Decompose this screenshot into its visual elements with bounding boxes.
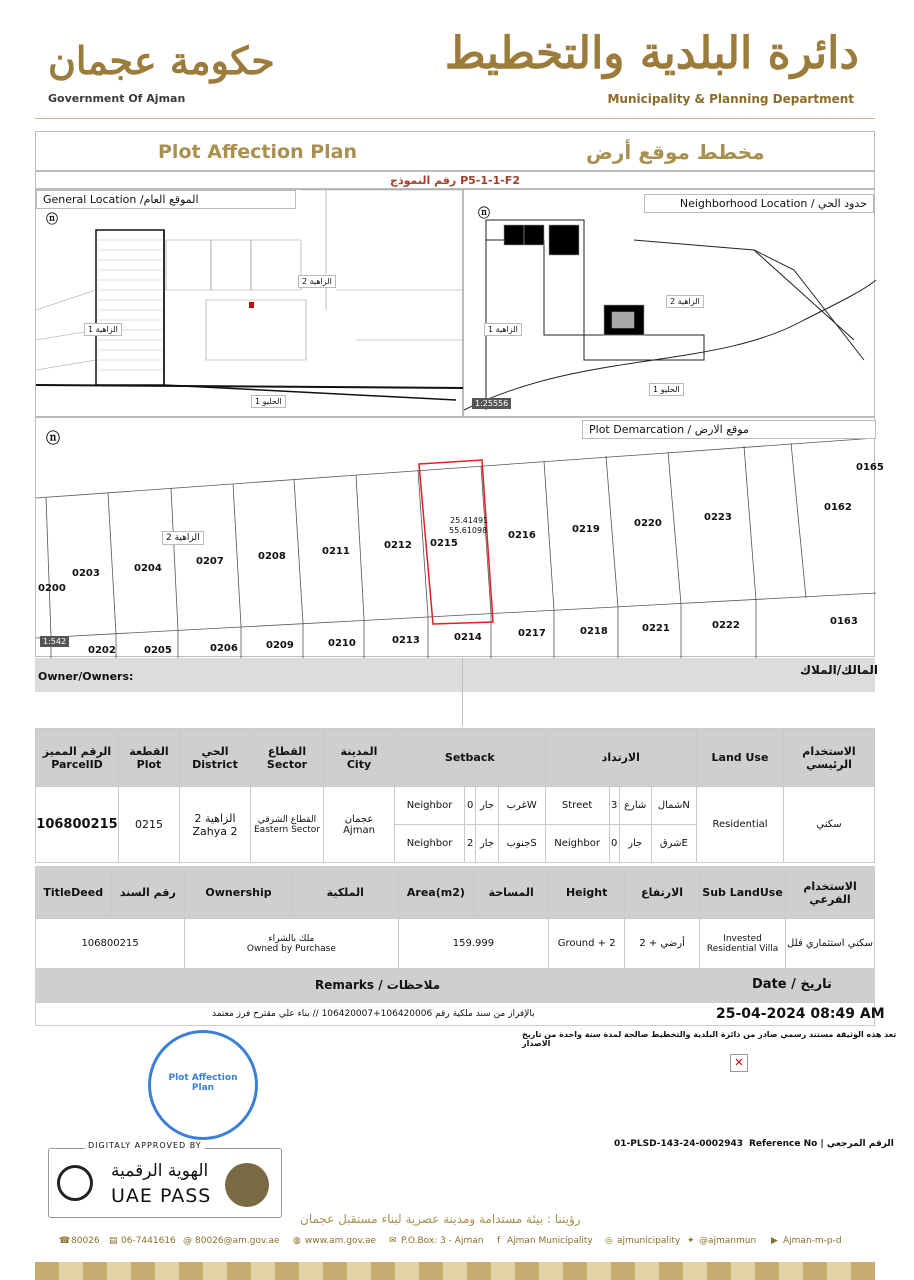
plot-number-0205: 0205 — [144, 645, 172, 656]
setback-w-ar: جار — [476, 787, 499, 825]
plot-number-0207: 0207 — [196, 556, 224, 567]
plot-number-0216: 0216 — [508, 530, 536, 541]
plot-number-0212: 0212 — [384, 540, 412, 551]
web-icon: ◍ — [293, 1236, 301, 1246]
footer-facebook[interactable]: Ajman Municipality — [507, 1236, 593, 1246]
vision-text: رؤيتنا : بيئة مستدامة ومدينة عصرية لبناء مستقبل عجمان — [300, 1212, 581, 1226]
landuse-ar: سكني — [784, 787, 875, 863]
setback-n-ar: شارع — [619, 787, 651, 825]
setback-n-val: 3 — [609, 787, 619, 825]
municipality-stamp — [148, 1030, 258, 1140]
neighborhood-map — [463, 189, 875, 417]
form-number: رقم النموذج P5-1-1-F2 — [35, 171, 875, 189]
government-name: Government Of Ajman — [48, 92, 186, 105]
area-label-zahya2: الزاهية 2 — [298, 275, 336, 288]
title-en: Plot Affection Plan — [158, 141, 358, 163]
owner-label-en: Owner/Owners: — [38, 670, 134, 683]
footer-phone: 06-7441616 — [121, 1236, 176, 1246]
owner-bar — [35, 658, 875, 692]
district-ar: الزاهية 2 — [194, 811, 236, 825]
hdr-plot-en: Plot — [136, 757, 162, 771]
hdr-ownership-ar: الملكية — [292, 867, 398, 919]
area-label-zahya2: الزاهية 2 — [666, 295, 704, 308]
city-en: Ajman — [343, 824, 375, 836]
hdr-height-ar: الارتفاع — [625, 867, 700, 919]
broken-image-icon: ✕ — [730, 1054, 748, 1072]
phone-icon: ☎ — [59, 1236, 71, 1246]
hdr-sector-ar: القطاع — [267, 744, 307, 758]
height-en: Ground + 2 — [549, 919, 625, 969]
reference-label: Reference No | الرقم المرجعي — [749, 1139, 894, 1149]
footer-toll-free: 80026 — [71, 1236, 100, 1246]
coord-lon: 55.61098 — [449, 526, 488, 535]
plot-number-0222: 0222 — [712, 620, 740, 631]
hdr-titledeed-en: TitleDeed — [36, 867, 112, 919]
area-label-helio1: الحليو 1 — [649, 383, 684, 396]
setback-n-dir: شمالN — [651, 787, 696, 825]
setback-e-type: Neighbor — [545, 825, 609, 863]
date-label: Date / تاريخ — [752, 977, 832, 992]
landuse-en: Residential — [697, 787, 784, 863]
plot-number-0210: 0210 — [328, 638, 356, 649]
plot-number: 0215 — [119, 787, 180, 863]
area-label-zahya1: الزاهية 1 — [484, 323, 522, 336]
reference-value: 01-PLSD-143-24-0002943 — [614, 1139, 744, 1149]
plot-number-0163: 0163 — [830, 616, 858, 627]
owner-divider — [462, 658, 463, 726]
hdr-landuse-en: Land Use — [697, 729, 784, 787]
hdr-city-en: City — [346, 757, 372, 771]
facebook-icon: f — [497, 1236, 501, 1246]
area-label-zahya2: الزاهية 2 — [162, 531, 204, 545]
youtube-icon: ▶ — [771, 1236, 778, 1246]
plot-demarcation-map — [35, 417, 884, 657]
stamp-text: Plot Affection Plan — [168, 1073, 238, 1093]
header-divider — [35, 118, 875, 119]
plot-number-0203: 0203 — [72, 568, 100, 579]
plot-number-0162: 0162 — [824, 502, 852, 513]
plot-number-0223: 0223 — [704, 512, 732, 523]
general-map-svg — [36, 190, 464, 418]
sector-en: Eastern Sector — [254, 824, 320, 835]
decorative-pattern — [35, 1262, 875, 1280]
north-arrow-icon: ⓝ — [46, 212, 59, 226]
hdr-ownership-en: Ownership — [185, 867, 293, 919]
hdr-area-ar: المساحة — [474, 867, 549, 919]
remarks-label: Remarks / ملاحظات — [315, 978, 441, 992]
area-label-helio1: الحليو 1 — [251, 395, 286, 408]
sub-landuse-ar: سكني استثماري فلل — [786, 919, 875, 969]
demarcation-label: Plot Demarcation / موقع الارض — [582, 420, 876, 439]
remarks-text: بالإفراز من سند ملكية رقم 106420006+106420007 // بناء علي مقترح فرز معتمد — [212, 1009, 535, 1019]
footer-email[interactable]: 80026@am.gov.ae — [195, 1236, 280, 1246]
setback-s-val: 2 — [465, 825, 476, 863]
general-map-label: General Location /الموقع العام — [36, 190, 296, 209]
title-ar: مخطط موقع أرض — [586, 140, 765, 164]
map-scale: 1:25556 — [472, 398, 511, 409]
parcel-id: 106800215 — [36, 787, 119, 863]
map-scale: 1:542 — [40, 636, 69, 647]
hdr-sub-ar: الاستخدام الفرعي — [786, 867, 875, 919]
ownership-ar: ملك بالشراء — [268, 933, 315, 944]
deed-table — [35, 866, 875, 969]
uae-pass-badge — [48, 1141, 282, 1218]
hdr-titledeed-ar: رقم السند — [111, 867, 185, 919]
hdr-parcel-en: ParcelID — [51, 757, 103, 771]
ownership-en: Owned by Purchase — [246, 943, 336, 954]
municipality-name: Municipality & Planning Department — [607, 92, 854, 106]
footer-website[interactable]: www.am.gov.ae — [305, 1236, 377, 1246]
instagram-icon: ◎ — [605, 1236, 613, 1246]
parcel-table — [35, 728, 875, 863]
plot-number-0209: 0209 — [266, 640, 294, 651]
titledeed-value: 106800215 — [36, 919, 185, 969]
height-ar: أرضي + 2 — [625, 919, 700, 969]
footer-youtube[interactable]: Ajman-m-p-d — [783, 1236, 842, 1246]
north-arrow-icon: ⓝ — [478, 206, 491, 220]
contact-footer — [35, 1236, 875, 1256]
footer-instagram[interactable]: ajmunicipality — [617, 1236, 681, 1246]
remarks-bar — [35, 968, 875, 1002]
plot-number-0217: 0217 — [518, 628, 546, 639]
general-location-map — [35, 189, 463, 417]
hdr-height-en: Height — [549, 867, 625, 919]
plot-number-0206: 0206 — [210, 643, 238, 654]
emblem-icon — [225, 1163, 269, 1207]
hdr-setback: Setback — [395, 729, 546, 787]
date-value: 25-04-2024 08:49 AM — [716, 1006, 885, 1022]
hdr-city-ar: المدينة — [340, 744, 378, 758]
plot-number-0204: 0204 — [134, 563, 162, 574]
setback-e-dir: شرقE — [651, 825, 696, 863]
hdr-landuse-ar: الاستخدام الرئيسي — [784, 729, 875, 787]
owner-label-ar: المالك/الملاك — [800, 663, 879, 677]
area-value: 159.999 — [398, 919, 549, 969]
plot-number-0213: 0213 — [392, 635, 420, 646]
setback-w-val: 0 — [465, 787, 476, 825]
setback-e-ar: جار — [619, 825, 651, 863]
twitter-icon: ✦ — [687, 1236, 695, 1246]
approved-label: DIGITALY APPROVED BY — [85, 1141, 205, 1150]
government-logo: حكومة عجمان — [48, 38, 275, 83]
setback-s-type: Neighbor — [395, 825, 465, 863]
footer-twitter[interactable]: @ajmanmun — [699, 1236, 757, 1246]
coord-lat: 25.41491 — [450, 516, 489, 525]
uaepass-ar: الهوية الرقمية — [111, 1161, 209, 1181]
plot-number-0219: 0219 — [572, 524, 600, 535]
mail-icon: ✉ — [389, 1236, 397, 1246]
plot-number-0208: 0208 — [258, 551, 286, 562]
neighborhood-map-label: Neighborhood Location / حدود الحي — [644, 194, 874, 213]
footer-pobox: P.O.Box: 3 - Ajman — [401, 1236, 484, 1246]
plot-number-0220: 0220 — [634, 518, 662, 529]
hdr-district-ar: الحي — [201, 744, 229, 758]
sector-ar: القطاع الشرقي — [257, 814, 317, 825]
fax-icon: ▤ — [109, 1236, 118, 1246]
plot-number-0200: 0200 — [38, 583, 66, 594]
plot-number-0202: 0202 — [88, 645, 116, 656]
email-icon: @ — [183, 1236, 192, 1246]
plot-number-0211: 0211 — [322, 546, 350, 557]
hdr-district-en: District — [192, 757, 238, 771]
hdr-sub-en: Sub LandUse — [700, 867, 786, 919]
sub-landuse-en: Invested Residential Villa — [700, 919, 786, 969]
validity-notice: تعد هذه الوثيقة مستند رسمي صادر من دائرة البلدية والتخطيط صالحة لمدة سنة واحدة من تاريخ الاصدار — [522, 1030, 897, 1048]
setback-n-type: Street — [545, 787, 609, 825]
hdr-sector-en: Sector — [266, 757, 308, 771]
plot-number-0214: 0214 — [454, 632, 482, 643]
hdr-parcel-ar: الرقم المميز — [42, 744, 112, 758]
plot-number-0221: 0221 — [642, 623, 670, 634]
plot-number-0215: 0215 — [430, 538, 458, 549]
setback-w-dir: غربW — [498, 787, 545, 825]
setback-s-dir: جنوبS — [498, 825, 545, 863]
hdr-area-en: Area(m2) — [398, 867, 473, 919]
uaepass-en: UAE PASS — [111, 1185, 212, 1207]
plot-number-0218: 0218 — [580, 626, 608, 637]
hdr-setback-ar: الارتداد — [545, 729, 696, 787]
area-label-zahya1: الزاهية 1 — [84, 323, 122, 336]
hdr-plot-ar: القطعة — [129, 744, 169, 758]
north-arrow-icon: ⓝ — [46, 431, 60, 447]
city-ar: عجمان — [344, 813, 374, 825]
plot-number-0165: 0165 — [856, 462, 884, 473]
fingerprint-icon — [57, 1165, 93, 1201]
district-en: Zahya 2 — [192, 824, 238, 838]
setback-w-type: Neighbor — [395, 787, 465, 825]
setback-s-ar: جار — [476, 825, 499, 863]
municipality-logo: دائرة البلدية والتخطيط — [444, 28, 859, 79]
setback-e-val: 0 — [609, 825, 619, 863]
